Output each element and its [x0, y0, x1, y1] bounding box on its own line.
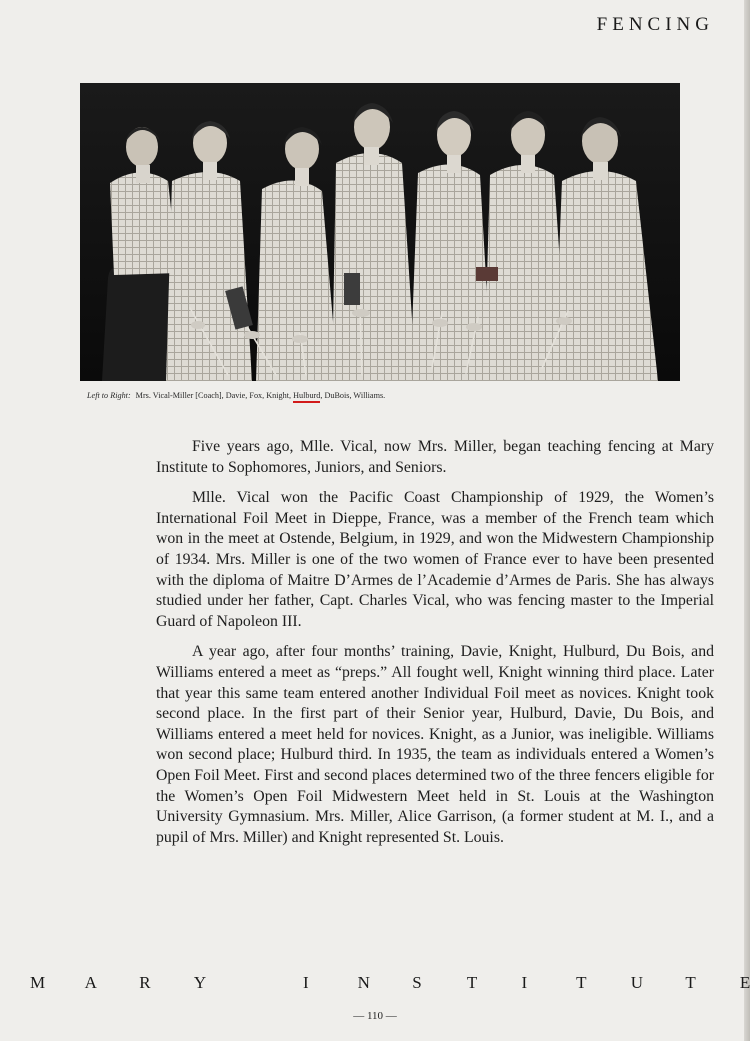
footer-letter: S [412, 973, 422, 992]
footer-letter: I [303, 973, 309, 992]
footer-letter: T [685, 973, 696, 992]
footer-letter: Y [193, 973, 207, 992]
footer-school-name [30, 973, 750, 993]
footer-letter: I [521, 973, 528, 992]
footer-letter: N [357, 973, 370, 992]
caption-names: Mrs. Vical-Miller [Coach], Davie, Fox, Knight, [135, 391, 294, 400]
paragraph: Five years ago, Mlle. Vical, now Mrs. Miller, began teaching fencing at Mary Institute to Sophomores, Juniors, and Seniors. [156, 438, 714, 476]
footer-letter [248, 973, 258, 993]
section-title: FENCING [596, 14, 714, 35]
team-photo [80, 83, 680, 381]
caption-underlined-name: Hulburd [293, 391, 320, 403]
paragraph: A year ago, after four months’ training, Davie, Knight, Hulburd, Du Bois, and Williams entered a meet as “preps.” All fought well, Knight winning third place. Later that year this same team entered another Individual Foil meet as novices. Knight took second place. In the first part of their Senior year, Hulburd, Davie, Du Bois, and Williams entered a meet held for novices. Knight, as a Junior, was ineligible. Williams won second place; Hulburd third. In 1935, the team as individuals entered a Women’s Open Foil Meet. First and second places determined two of the three fencers eligible for the Women’s Open Foil Midwestern Meet held in St. Louis at the Washington University Gymnasium. Mrs. Miller, Alice Garrison, (a former student at M. I., and a pupil of Mrs. Miller) and Knight represented St. Louis. [156, 643, 714, 846]
paragraph: Mlle. Vical won the Pacific Coast Championship of 1929, the Women’s International Foil Meet in Dieppe, France, was a member of the French team which won in the meet at Ostende, Belgium, in 1929, and won the Midwestern Championship of 1934. Mrs. Miller is one of the two women of France ever to have been presented with the diploma of Maitre D’Armes de l’Academie d’Armes de Paris. She has always studied under her father, Capt. Charles Vical, who was fencing master to the Imperial Guard of Napoleon III. [156, 489, 714, 630]
footer-letter: U [630, 973, 643, 992]
footer-letter: R [139, 973, 151, 992]
page-number: — 110 — [353, 1010, 397, 1022]
footer-letter: E [739, 973, 750, 992]
caption-names-end: , DuBois, Williams. [320, 391, 386, 400]
caption-lead: Left to Right: [87, 391, 131, 400]
article-body [156, 437, 714, 858]
footer-letter: T [576, 973, 587, 992]
footer-letter: T [466, 973, 478, 992]
page-edge-shadow [744, 0, 750, 1041]
footer-letter: A [84, 973, 97, 992]
photo-caption [87, 391, 385, 400]
footer-letter: M [30, 973, 46, 992]
